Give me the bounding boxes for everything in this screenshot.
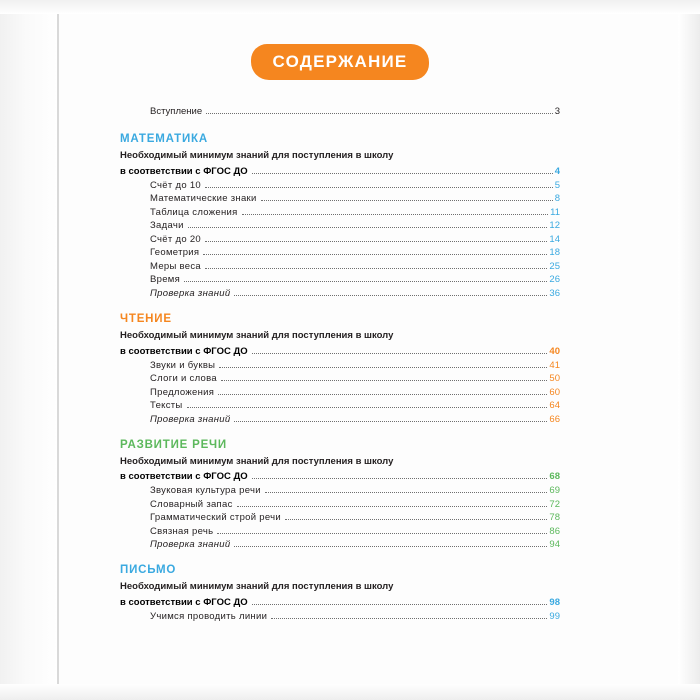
toc-section-page: 98	[549, 597, 560, 609]
toc-entry-page: 11	[550, 206, 560, 218]
leader-dots	[205, 267, 547, 269]
page-title: СОДЕРЖАНИЕ	[251, 44, 430, 80]
page-title-wrap	[120, 44, 560, 80]
toc-entry-label: Учимся проводить линии	[150, 611, 268, 623]
toc-entry	[150, 274, 560, 285]
toc-entry-label: Грамматический строй речи	[150, 512, 281, 524]
toc-entry-page: 86	[549, 525, 560, 537]
leader-dots	[242, 213, 549, 215]
leader-dots	[221, 379, 547, 381]
toc-section-title: РАЗВИТИЕ РЕЧИ	[120, 438, 227, 451]
toc-entry-page: 41	[549, 359, 560, 371]
toc-section-requirement-text2: в соответствии с ФГОС ДО	[120, 597, 248, 609]
toc-entry	[150, 360, 560, 371]
table-of-contents	[120, 44, 560, 636]
leader-dots	[237, 505, 548, 507]
toc-entry-label: Слоги и слова	[150, 373, 217, 385]
toc-section-requirement-text: Необходимый минимум знаний для поступления в школу	[120, 150, 394, 161]
toc-section-items	[150, 611, 560, 622]
toc-entry	[150, 539, 560, 550]
toc-entry	[150, 485, 560, 496]
leader-dots	[206, 112, 553, 114]
toc-entry	[150, 234, 560, 245]
toc-entry-label: Звуковая культура речи	[150, 485, 261, 497]
toc-entry-page: 5	[554, 179, 560, 191]
toc-entry-label: Задачи	[150, 220, 184, 232]
toc-entry-page: 26	[549, 274, 560, 286]
toc-entry-label: Время	[150, 274, 181, 286]
toc-entry	[150, 611, 560, 622]
leader-dots	[252, 172, 553, 174]
leader-dots	[184, 280, 547, 282]
toc-section-requirement-line1	[120, 150, 560, 163]
leader-dots	[187, 406, 548, 408]
leader-dots	[271, 617, 547, 619]
toc-entry-page: 14	[549, 233, 560, 245]
toc-entry	[150, 193, 560, 204]
toc-section-page: 4	[554, 165, 560, 177]
toc-section-items	[150, 485, 560, 550]
toc-entry	[150, 247, 560, 258]
leader-dots	[285, 518, 547, 520]
toc-entry	[150, 288, 560, 299]
toc-entry-label: Таблица сложения	[150, 206, 238, 218]
toc-section-title: ЧТЕНИЕ	[120, 312, 172, 325]
toc-section-requirement-line1	[120, 581, 560, 594]
leader-dots	[205, 186, 553, 188]
toc-entry	[150, 526, 560, 537]
toc-entry	[150, 261, 560, 272]
toc-entry-page: 18	[549, 247, 560, 259]
toc-entry-label: Меры веса	[150, 260, 202, 272]
toc-section-title: МАТЕМАТИКА	[120, 133, 208, 145]
page-left-edge-shading	[0, 0, 58, 700]
toc-section	[120, 313, 560, 425]
toc-entry-label: Счёт до 10	[150, 179, 202, 191]
toc-entry-label: Проверка знаний	[150, 413, 231, 425]
page-top-edge-shading	[0, 0, 700, 14]
toc-entry	[150, 400, 560, 411]
toc-entry	[150, 512, 560, 523]
toc-entry	[150, 414, 560, 425]
leader-dots	[219, 366, 547, 368]
toc-section-items	[150, 180, 560, 299]
toc-section-items	[150, 360, 560, 425]
leader-dots	[205, 240, 547, 242]
toc-entry-label: Геометрия	[150, 247, 200, 259]
leader-dots	[261, 199, 553, 201]
toc-section	[120, 133, 560, 299]
toc-entry-label: Проверка знаний	[150, 539, 231, 551]
toc-section-requirement-text2: в соответствии с ФГОС ДО	[120, 471, 248, 483]
leader-dots	[203, 253, 547, 255]
toc-section-requirement-text: Необходимый минимум знаний для поступления в школу	[120, 581, 394, 593]
toc-entry-page: 12	[549, 220, 560, 232]
toc-section	[120, 439, 560, 551]
toc-entry	[150, 180, 560, 191]
toc-section-requirement-line2	[120, 597, 560, 608]
toc-entry-label: Проверка знаний	[150, 287, 231, 299]
toc-entry	[150, 387, 560, 398]
toc-entry-page: 60	[549, 386, 560, 398]
toc-entry-label: Связная речь	[150, 525, 214, 537]
toc-entry-label: Тексты	[150, 400, 183, 412]
toc-section-requirement-line1	[120, 330, 560, 343]
leader-dots	[234, 545, 547, 547]
toc-entry-page: 72	[549, 498, 560, 510]
toc-entry-page: 94	[549, 539, 560, 551]
toc-entry	[150, 220, 560, 231]
toc-entry-page: 78	[549, 512, 560, 524]
leader-dots	[252, 477, 548, 479]
toc-entry	[150, 499, 560, 510]
leader-dots	[265, 491, 548, 493]
toc-section-requirement-text2: в соответствии с ФГОС ДО	[120, 345, 248, 357]
toc-entry-label: Предложения	[150, 386, 215, 398]
leader-dots	[188, 226, 548, 228]
toc-entry-page: 8	[554, 193, 560, 205]
toc-entry-label: Словарный запас	[150, 498, 233, 510]
toc-sections	[120, 133, 560, 622]
leader-dots	[252, 352, 548, 354]
toc-entry-label: Математические знаки	[150, 193, 257, 205]
toc-section-requirement-text2: в соответствии с ФГОС ДО	[120, 165, 248, 177]
toc-entry-label: Счёт до 20	[150, 233, 202, 245]
toc-entry-page: 3	[554, 106, 560, 117]
toc-section-requirement-line2	[120, 346, 560, 357]
toc-entry-page: 50	[549, 373, 560, 385]
toc-section-requirement-line1	[120, 456, 560, 469]
toc-section-requirement-text: Необходимый минимум знаний для поступления в школу	[120, 455, 394, 467]
toc-entry	[150, 207, 560, 218]
toc-entry-page: 64	[549, 400, 560, 412]
toc-section	[120, 564, 560, 622]
leader-dots	[234, 294, 547, 296]
leader-dots	[217, 532, 547, 534]
toc-entry	[150, 373, 560, 384]
toc-section-requirement-text: Необходимый минимум знаний для поступления в школу	[120, 329, 394, 341]
toc-entry-page: 99	[549, 611, 560, 623]
leader-dots	[218, 393, 547, 395]
leader-dots	[234, 420, 547, 422]
toc-section-title: ПИСЬМО	[120, 564, 177, 577]
page-right-edge-shading	[678, 0, 700, 700]
toc-entry-intro	[150, 106, 560, 117]
page-spine	[57, 0, 59, 700]
toc-section-page: 40	[549, 345, 560, 357]
toc-entry-label: Звуки и буквы	[150, 359, 216, 371]
toc-section-requirement-line2	[120, 471, 560, 482]
toc-entry-page: 69	[549, 485, 560, 497]
toc-section-requirement-line2	[120, 166, 560, 177]
toc-section-page: 68	[549, 471, 560, 483]
page-bottom-edge-shading	[0, 684, 700, 700]
toc-entry-page: 36	[549, 287, 560, 299]
toc-entry-page: 66	[549, 413, 560, 425]
toc-entry-page: 25	[549, 260, 560, 272]
toc-entry-label: Вступление	[150, 106, 203, 117]
leader-dots	[252, 603, 548, 605]
